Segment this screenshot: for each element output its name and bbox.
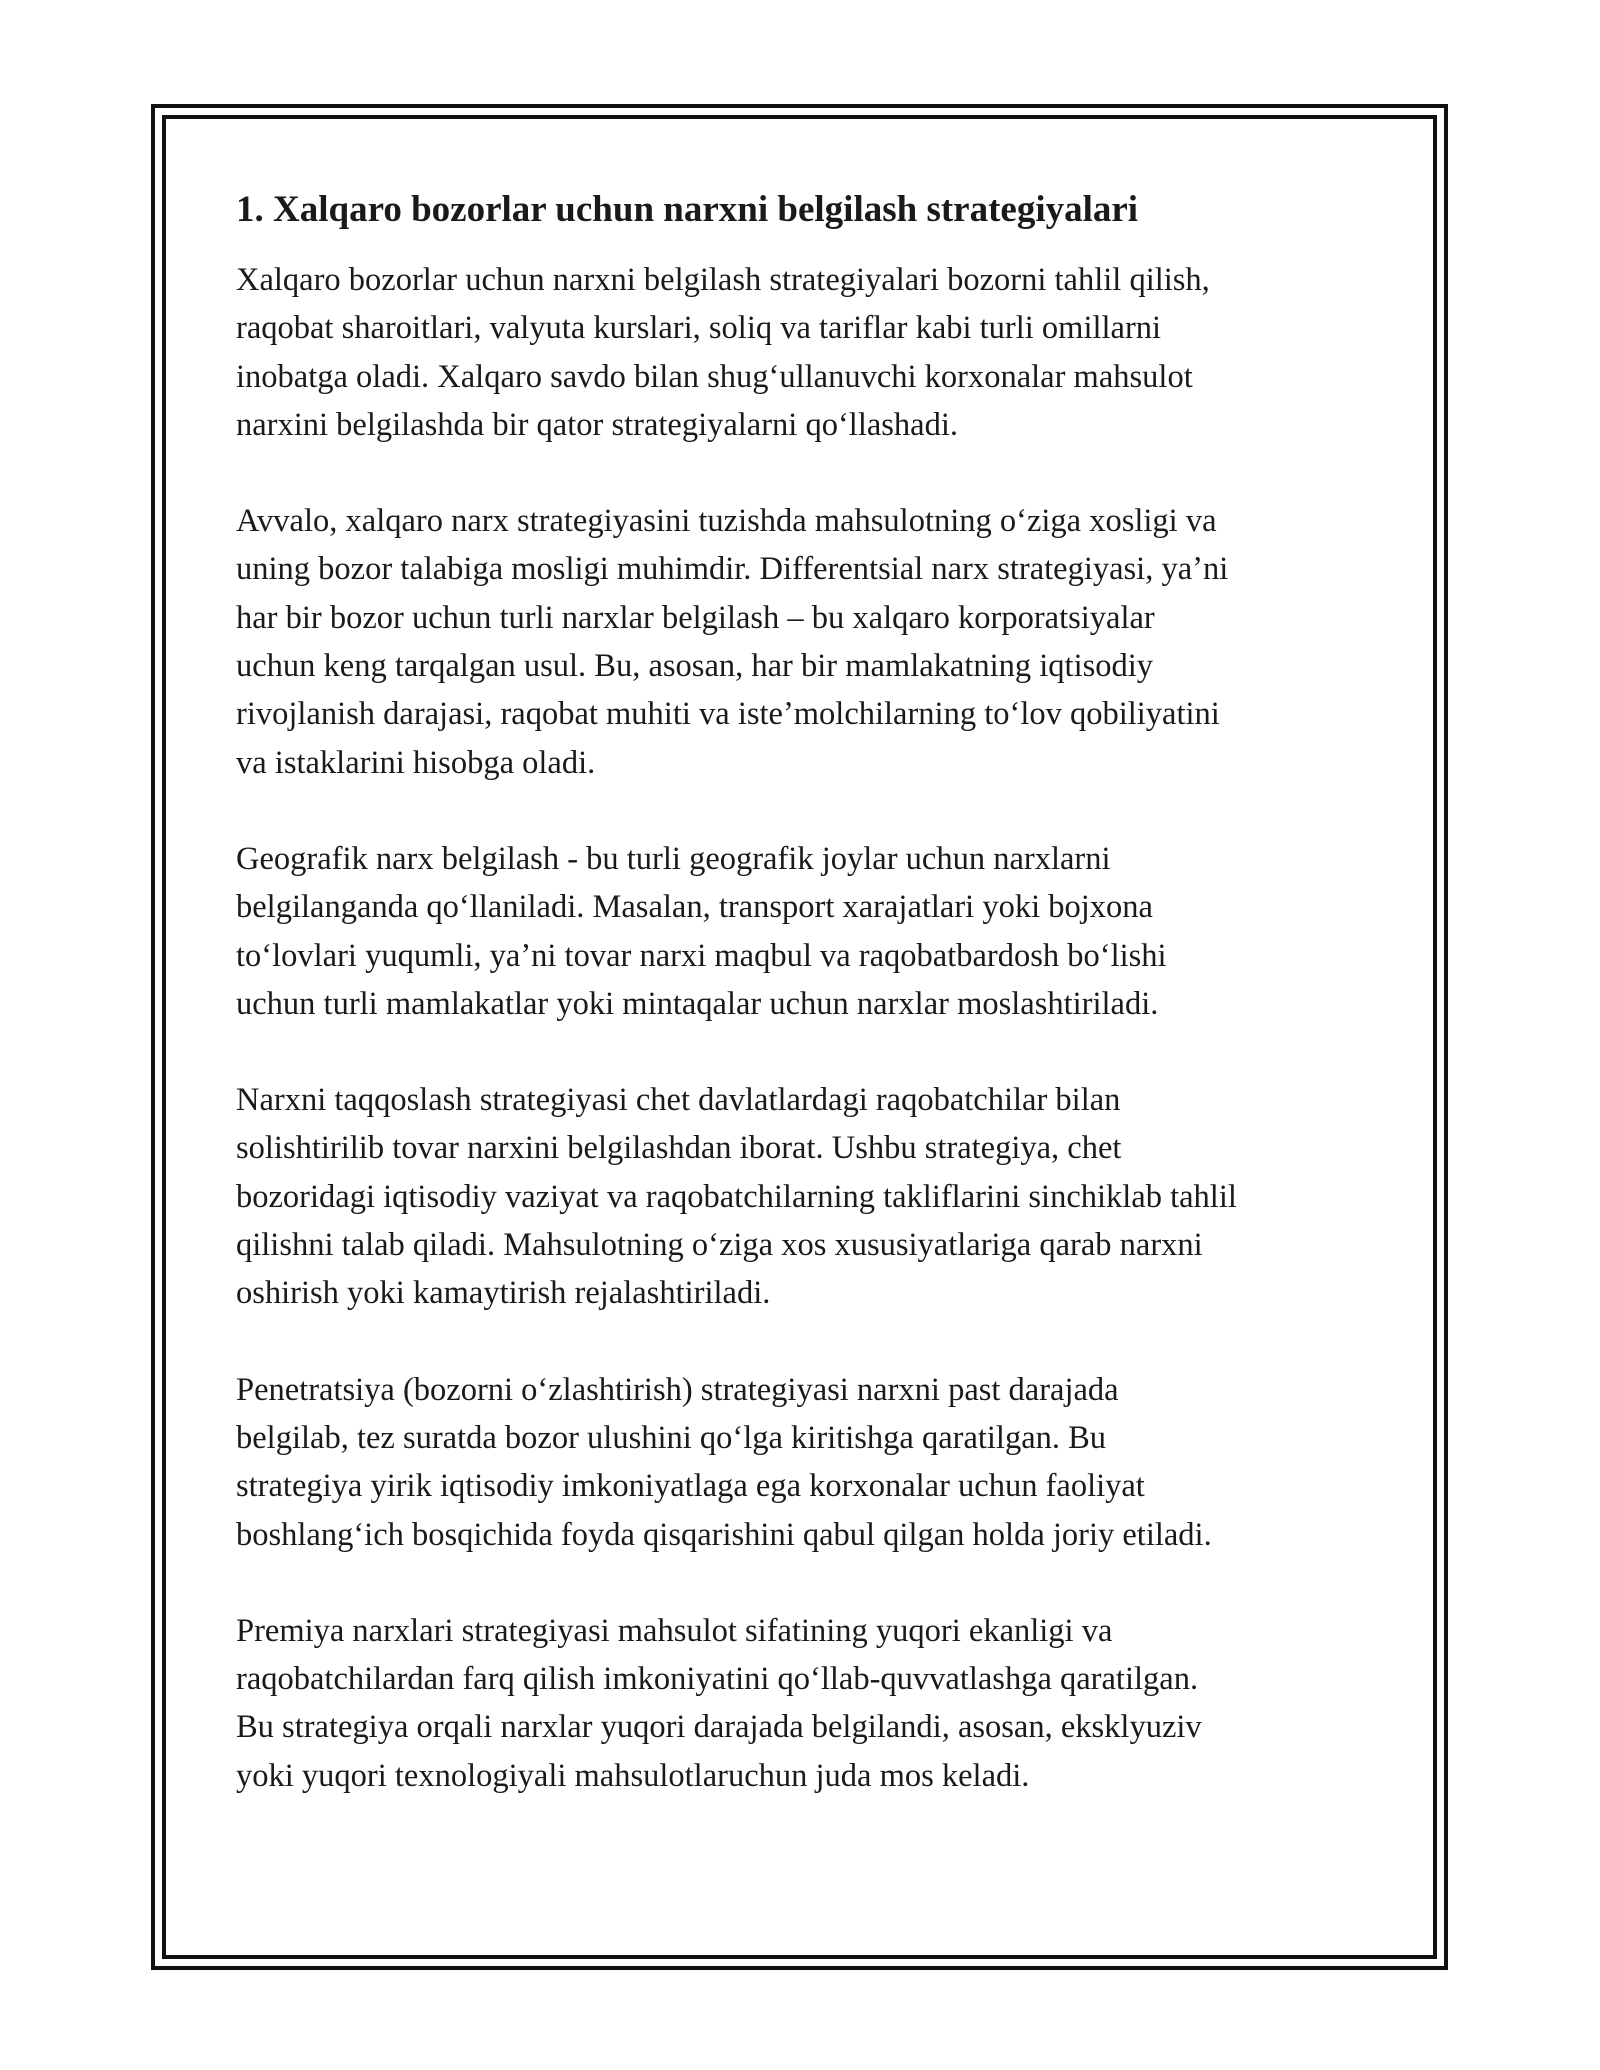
paragraph-geographic-pricing: Geografik narx belgilash - bu turli geografik joylar uchun narxlarni belgilanganda qoʻllaniladi. Masalan, transport xarajatlari yoki bojxona toʻlovlari yuqumli, yaʼni tovar narxi maqbul va raqobatbardosh boʻlishi uchun turli mamlakatlar yoki mintaqalar uchun narxlar moslashtiriladi. [236,840,1167,1022]
paragraph-intro: Xalqaro bozorlar uchun narxni belgilash strategiyalari bozorni tahlil qilish, raqobat sharoitlari, valyuta kurslari, soliq va tariflar kabi turli omillarni inobatga oladi. Xalqaro savdo bilan shugʻullanuvchi korxonalar mahsulot narxini belgilashda bir qator strategiyalarni qoʻllashadi. [236,262,1210,443]
document-body [236,186,1376,1848]
paragraph-comparative-pricing: Narxni taqqoslash strategiyasi chet davlatlardagi raqobatchilar bilan solishtirilib tovar narxini belgilashdan iborat. Ushbu strategiya, chet bozoridagi iqtisodiy vaziyat va raqobatchilarning takliflarini sinchiklab tahlil qilishni talab qiladi. Mahsulotning oʻziga xos xususiyatlariga qarab narxni oshirish yoki kamaytirish rejalashtiriladi. [236,1082,1237,1312]
paragraph-penetration-pricing: Penetratsiya (bozorni oʻzlashtirish) strategiyasi narxni past darajada belgilab, tez suratda bozor ulushini qoʻlga kiritishga qaratilgan. Bu strategiya yirik iqtisodiy imkoniyatlaga ega korxonalar uchun faoliyat boshlangʻich bosqichida foyda qisqarishini qabul qilgan holda joriy etiladi. [236,1371,1212,1553]
paragraph-differential-pricing: Avvalo, xalqaro narx strategiyasini tuzishda mahsulotning oʻziga xosligi va uning bozor talabiga mosligi muhimdir. Differentsial narx strategiyasi, yaʼni har bir bozor uchun turli narxlar belgilash – bu xalqaro korporatsiyalar uchun keng tarqalgan usul. Bu, asosan, har bir mamlakatning iqtisodiy rivojlanish darajasi, raqobat muhiti va isteʼmolchilarning toʻlov qobiliyatini va istaklarini hisobga oladi. [236,503,1229,781]
section-title: 1. Xalqaro bozorlar uchun narxni belgilash strategiyalari [236,189,1139,230]
paragraph-premium-pricing: Premiya narxlari strategiyasi mahsulot sifatining yuqori ekanligi va raqobatchilardan farq qilish imkoniyatini qoʻllab-quvvatlashga qaratilgan. Bu strategiya orqali narxlar yuqori darajada belgilandi, asosan, eksklyuziv yoki yuqori texnologiyali mahsulotlaruchun juda mos keladi. [236,1612,1202,1794]
